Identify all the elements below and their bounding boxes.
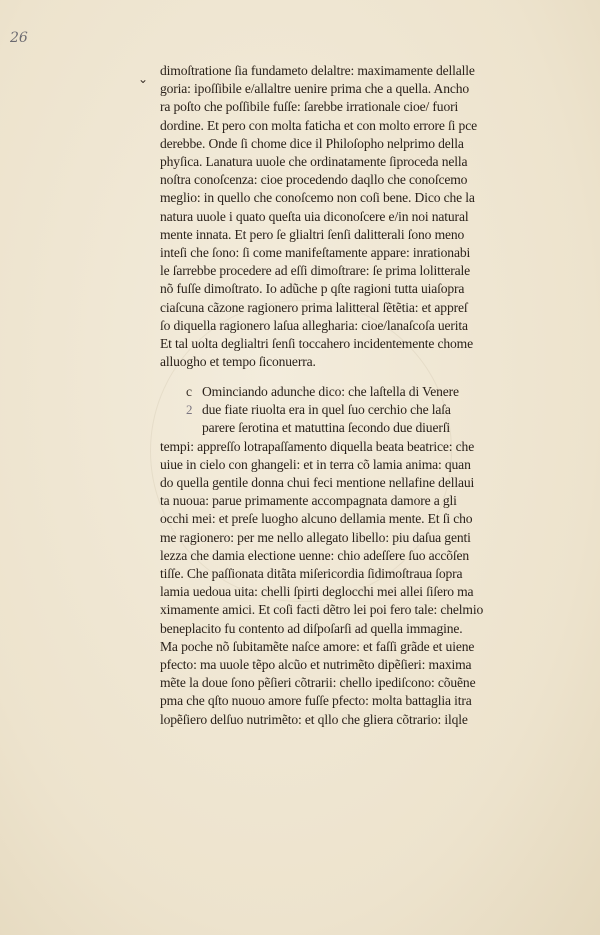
text-line: tiſſe. Che paſſionata ditãta miſericordia ſidimoſtraua ſopra bbox=[160, 566, 463, 582]
text-line: ta nuoua: parue primamente accompagnata damore a gli bbox=[160, 493, 457, 509]
folio-number: 26 bbox=[10, 30, 28, 46]
text-line: pma che qſto nuouo amore fuſſe pfecto: molta battaglia itra bbox=[160, 693, 472, 709]
text-line: Ominciando adunche dico: che laſtella di Venere bbox=[202, 384, 459, 399]
text-line: alluogho et tempo ſiconuerra. bbox=[160, 354, 316, 370]
text-line: dordine. Et pero con molta faticha et con molto errore ſi pce bbox=[160, 117, 477, 133]
text-line: ciaſcuna cãzone ragionero prima lalitteral ſẽtẽtia: et appreſ bbox=[160, 299, 468, 315]
text-line: goria: ipoſſibile e/allaltre uenire prima che a quella. Ancho bbox=[160, 81, 470, 97]
text-line: me ragionero: per me nello allegato libello: piu daſua genti bbox=[160, 529, 471, 545]
text-line: parere ſerotina et matuttina ſecondo due diuerſi bbox=[202, 420, 450, 436]
text-line: nõ fuſſe dimoſtrato. Io adũche p qſte ragioni tutta uiaſopra bbox=[160, 281, 465, 297]
paragraph-2 bbox=[160, 383, 555, 729]
text-line: due fiate riuolta era in quel ſuo cerchio che laſa bbox=[202, 402, 451, 418]
text-line: derebbe. Onde ſi chome dice il Philoſopho nelprimo della bbox=[160, 135, 464, 151]
text-line: occhi mei: et preſe luogho alcuno dellamia mente. Et ſi cho bbox=[160, 511, 473, 527]
text-line: Et tal uolta deglialtri ſenſi toccahero incidentemente chome bbox=[160, 336, 473, 352]
text-line: phyſica. Lanatura uuole che ordinatamente ſiproceda nella bbox=[160, 154, 468, 170]
text-line: beneplacito fu contento ad diſpoſarſi ad quella immagine. bbox=[160, 620, 463, 636]
text-line: lamia uedoua uita: chelli ſpirti deglocchi mei allei ſiſero ma bbox=[160, 584, 474, 600]
text-line: pfecto: ma uuole tẽpo alcũo et nutrimẽto dipẽſieri: maxima bbox=[160, 657, 472, 673]
text-line: lopẽſiero delſuo nutrimẽto: et qllo che gliera cõtrario: ilqle bbox=[160, 711, 468, 727]
paragraph-1 bbox=[160, 62, 555, 371]
text-line: natura uuole i quato queſta uia diconoſcere e/in noi natural bbox=[160, 208, 469, 224]
text-line: Ma poche nõ ſubitamẽte naſce amore: et faſſi grãde et uiene bbox=[160, 638, 475, 654]
text-line: noſtra conoſcenza: cioe procedendo daqllo che conoſcemo bbox=[160, 172, 468, 188]
text-line: meglio: in quello che conoſcemo non coſi bene. Dico che la bbox=[160, 190, 475, 206]
text-line: le ſarrebbe procedere ad eſſi dimoſtrare: ſe prima lolitterale bbox=[160, 263, 470, 279]
text-line: dimoſtratione ſia fundameto delaltre: maximamente dellalle bbox=[160, 63, 475, 78]
text-line: inteſi che ſono: ſi come manifeſtamente appare: inrationabi bbox=[160, 245, 471, 261]
text-line: mente innata. Et pero ſe glialtri ſenſi dalitterali ſono meno bbox=[160, 226, 465, 242]
text-line: ximamente amici. Et coſi facti dẽtro lei poi fero tale: chelmio bbox=[160, 602, 484, 618]
text-line: tempi: appreſſo lotrapaſſamento diquella beata beatrice: che bbox=[160, 438, 475, 454]
margin-mark: ⌄ bbox=[138, 72, 149, 86]
text-line: lezza che damia electione uenne: chio adeſſere ſuo accõſen bbox=[160, 547, 470, 563]
text-line: do quella gentile donna chui feci mentione nellafine dellaui bbox=[160, 475, 475, 491]
guide-letter: c bbox=[186, 384, 193, 399]
text-line: mẽte la doue ſono pẽſieri cõtrarii: chello ipediſcono: cõuẽne bbox=[160, 675, 476, 691]
text-line: uiue in cielo con ghangeli: et in terra cõ lamia anima: quan bbox=[160, 456, 471, 472]
text-line: ſo diquella ragionero laſua allegharia: cioe/lanaſcoſa uerita bbox=[160, 317, 468, 333]
guide-number: 2 bbox=[186, 402, 193, 417]
text-line: ra poſto che poſſibile fuſſe: ſarebbe irrationale cioe/ fuori bbox=[160, 99, 459, 115]
